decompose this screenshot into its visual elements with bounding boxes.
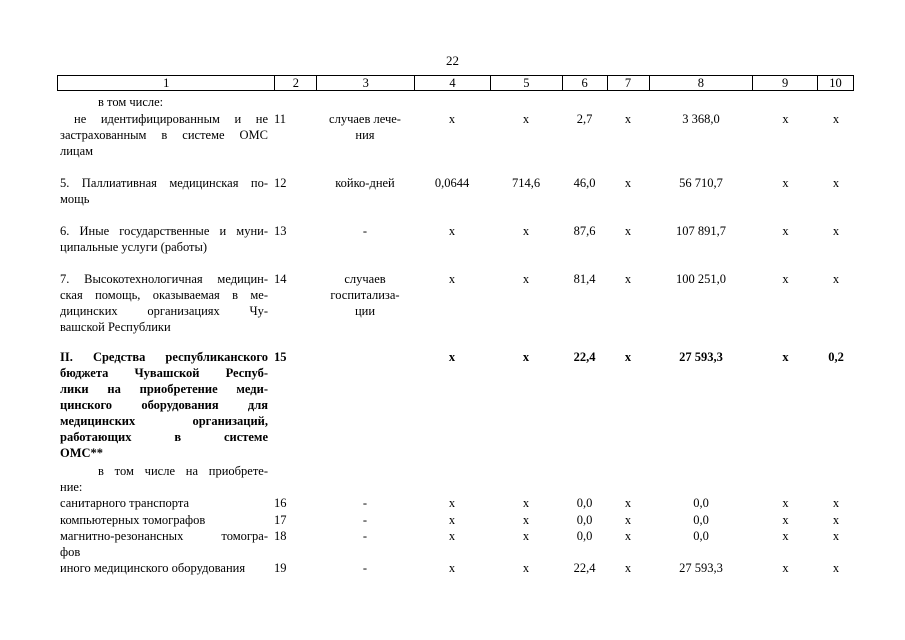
row-label: [57, 463, 274, 495]
row-label: [57, 223, 274, 255]
row-unit-line: госпитализа-: [330, 288, 400, 302]
cell-c7: x: [624, 350, 632, 364]
row-unit-line: ции: [354, 304, 376, 318]
row-unit: [316, 495, 414, 511]
cell-c5: [490, 94, 562, 110]
cell-c6: 46,0: [573, 176, 596, 190]
cell-c6: 2,7: [576, 112, 593, 126]
table-row: [57, 512, 854, 528]
cell-c10: [818, 94, 854, 110]
cell-c10: [818, 463, 854, 495]
cell-c10: x: [832, 513, 840, 527]
cell-c9: x: [782, 529, 789, 543]
row-label-line: 6. Иные государственные и муни-: [60, 224, 268, 238]
cell-c5: [490, 463, 562, 495]
cell-c10: x: [832, 176, 840, 190]
col-header-2: 2: [274, 76, 316, 90]
cell-c8: 107 891,7: [676, 224, 726, 238]
cell-c9: x: [782, 272, 789, 286]
cell-c8: 56 710,7: [679, 176, 723, 190]
cell-c4: x: [448, 350, 456, 364]
cell-c7: [607, 94, 649, 110]
row-label-line: в том числе:: [98, 95, 164, 109]
row-label-line: магнитно-резонансных томогра-: [60, 529, 268, 543]
row-label-line: застрахованным в системе ОМС: [60, 128, 268, 142]
row-label: [57, 175, 274, 207]
cell-c8: 100 251,0: [676, 272, 726, 286]
cell-c7: x: [624, 224, 632, 238]
table-row: [57, 560, 854, 576]
cell-c7: x: [624, 529, 632, 543]
row-label: [57, 349, 274, 461]
cell-c8: [649, 463, 753, 495]
cell-c8: 0,0: [693, 496, 709, 510]
cell-c8: 27 593,3: [679, 561, 723, 575]
cell-c7: x: [624, 496, 632, 510]
cell-c9: x: [782, 496, 789, 510]
cell-c4: [414, 94, 490, 110]
cell-c10: x: [832, 496, 840, 510]
row-label: [57, 528, 274, 560]
row-label-line: фов: [60, 545, 81, 559]
cell-c9: [753, 94, 818, 110]
row-unit-line: -: [362, 496, 368, 510]
cell-c10: x: [832, 529, 840, 543]
table-row: [57, 271, 854, 335]
row-label-line: лицам: [60, 144, 94, 158]
row-label-line: санитарного транспорта: [60, 496, 190, 510]
cell-c6: 0,0: [576, 496, 593, 510]
table-row: [57, 175, 854, 207]
cell-c6: 0,0: [576, 529, 593, 543]
table-row: [57, 349, 854, 461]
cell-c8: 0,0: [693, 513, 709, 527]
cell-c4: x: [448, 529, 456, 543]
col-header-7: 7: [607, 76, 649, 90]
cell-c5: x: [522, 272, 530, 286]
row-number: 18: [274, 529, 287, 543]
row-label-line: 7. Высокотехнологичная медицин-: [60, 272, 268, 286]
row-unit: [316, 528, 414, 560]
row-unit-line: -: [362, 224, 368, 238]
cell-c10: x: [832, 272, 840, 286]
col-header-1: 1: [163, 76, 170, 90]
row-number: 14: [274, 272, 287, 286]
row-label-line: работающих в системе: [60, 430, 268, 444]
row-number: 12: [274, 176, 287, 190]
cell-c10: x: [832, 112, 840, 126]
cell-c6: 22,4: [573, 561, 596, 575]
cell-c5: x: [522, 496, 530, 510]
row-label-line: вашской Республики: [60, 320, 171, 334]
row-label-line: дицинских организациях Чу-: [60, 304, 268, 318]
cell-c9: x: [782, 224, 789, 238]
cell-c6: [562, 463, 607, 495]
cell-c4: x: [448, 224, 456, 238]
cell-c5: 714,6: [511, 176, 541, 190]
table-header: [57, 75, 854, 91]
row-unit-line: -: [362, 513, 368, 527]
row-unit-line: ния: [355, 128, 375, 142]
row-unit-line: -: [362, 529, 368, 543]
row-unit-line: койко-дней: [335, 176, 395, 190]
row-label-line: в том числе на приобрете-: [98, 464, 268, 478]
table-row: [57, 495, 854, 511]
col-header-4: 4: [414, 76, 490, 90]
row-label-line: ская помощь, оказываемая в ме-: [60, 288, 268, 302]
row-unit: [316, 175, 414, 207]
row-unit: [316, 111, 414, 159]
col-header-5: 5: [490, 76, 562, 90]
cell-c4: x: [448, 496, 456, 510]
row-label-line: иного медицинского оборудования: [60, 561, 246, 575]
col-header-9: 9: [752, 76, 817, 90]
cell-c8: 0,0: [693, 529, 709, 543]
cell-c6: 87,6: [573, 224, 596, 238]
row-number: 16: [274, 496, 287, 510]
row-unit-line: случаев: [344, 272, 386, 286]
row-number: 15: [274, 350, 287, 364]
page-number: 22: [446, 53, 459, 68]
cell-c9: x: [782, 513, 789, 527]
cell-c7: [607, 463, 649, 495]
row-label: [57, 111, 274, 159]
row-label: [57, 560, 274, 576]
row-label: [57, 512, 274, 528]
cell-c5: x: [522, 513, 530, 527]
cell-c6: 81,4: [573, 272, 596, 286]
row-label: [57, 94, 274, 110]
table-row: [57, 94, 854, 110]
cell-c5: x: [522, 561, 530, 575]
cell-c7: x: [624, 112, 632, 126]
cell-c4: [414, 463, 490, 495]
row-label-line: не идентифицированным и не: [74, 112, 268, 126]
row-label-line: компьютерных томографов: [60, 513, 206, 527]
table-row: [57, 528, 854, 560]
row-unit: [316, 223, 414, 255]
cell-c10: x: [832, 561, 840, 575]
cell-c4: 0,0644: [434, 176, 470, 190]
cell-c6: [562, 94, 607, 110]
row-label-line: 5. Паллиативная медицинская по-: [60, 176, 268, 190]
row-unit: [316, 463, 414, 495]
row-label-line: медицинских организаций,: [60, 414, 268, 428]
cell-c5: x: [522, 112, 530, 126]
row-label: [57, 495, 274, 511]
row-unit: [316, 349, 414, 461]
row-unit-line: случаев лече-: [329, 112, 401, 126]
table-row: [57, 111, 854, 159]
row-number: [274, 94, 316, 110]
cell-c10: 0,2: [828, 350, 844, 364]
cell-c10: x: [832, 224, 840, 238]
col-header-10: 10: [817, 76, 853, 90]
cell-c6: 22,4: [573, 350, 596, 364]
row-unit-line: -: [362, 561, 368, 575]
row-number: 19: [274, 561, 287, 575]
cell-c5: x: [522, 529, 530, 543]
row-label-line: ОМС**: [60, 446, 104, 460]
row-label-line: лики на приобретение меди-: [60, 382, 268, 396]
cell-c5: x: [522, 224, 530, 238]
row-number: 17: [274, 513, 287, 527]
col-header-8: 8: [649, 76, 753, 90]
row-label-line: II. Средства республиканского: [60, 350, 268, 364]
row-label-line: бюджета Чувашской Респуб-: [60, 366, 268, 380]
row-unit: [316, 94, 414, 110]
cell-c9: x: [782, 112, 789, 126]
cell-c4: x: [448, 272, 456, 286]
cell-c9: x: [782, 561, 789, 575]
row-unit: [316, 512, 414, 528]
row-number: 13: [274, 224, 287, 238]
cell-c9: [753, 463, 818, 495]
cell-c8: 3 368,0: [682, 112, 720, 126]
cell-c4: x: [448, 513, 456, 527]
cell-c6: 0,0: [576, 513, 593, 527]
cell-c4: x: [448, 112, 456, 126]
table-row: [57, 223, 854, 255]
cell-c8: 27 593,3: [679, 350, 723, 364]
row-label-line: цинского оборудования для: [60, 398, 268, 412]
row-label-line: мощь: [60, 192, 90, 206]
cell-c5: x: [522, 350, 530, 364]
cell-c7: x: [624, 272, 632, 286]
cell-c7: x: [624, 561, 632, 575]
cell-c9: x: [782, 176, 789, 190]
row-unit: [316, 271, 414, 335]
row-unit: [316, 560, 414, 576]
cell-c4: x: [448, 561, 456, 575]
col-header-3: 3: [316, 76, 414, 90]
row-label-line: ние:: [60, 480, 83, 494]
row-label: [57, 271, 274, 335]
cell-c8: [649, 94, 753, 110]
cell-c7: x: [624, 513, 632, 527]
row-number: 11: [274, 112, 287, 126]
row-number: [274, 463, 316, 495]
col-header-6: 6: [562, 76, 607, 90]
row-label-line: ципальные услуги (работы): [60, 240, 208, 254]
table-row: [57, 463, 854, 495]
cell-c7: x: [624, 176, 632, 190]
cell-c9: x: [782, 350, 789, 364]
